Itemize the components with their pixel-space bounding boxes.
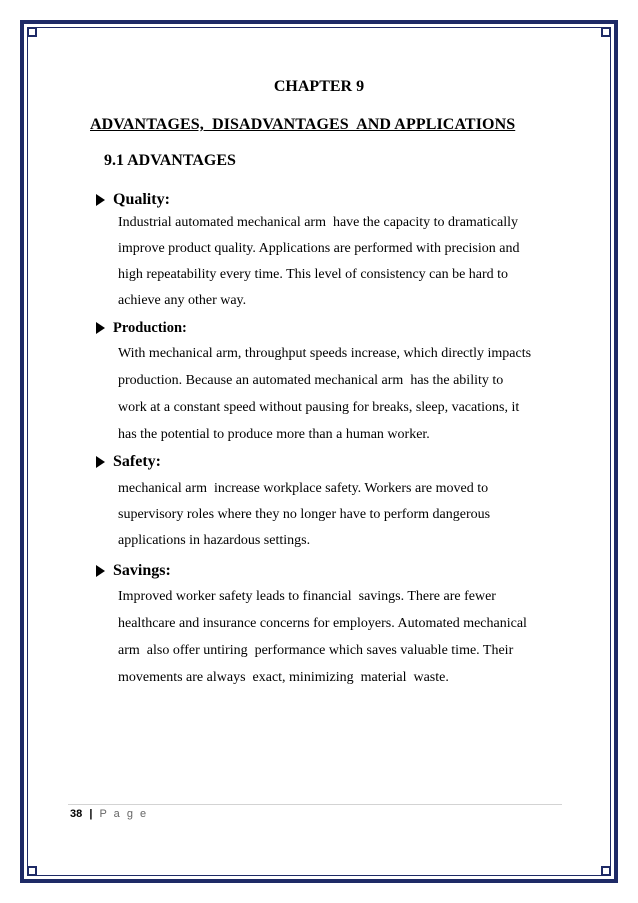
border-corner-bottom-left xyxy=(27,866,37,876)
border-corner-bottom-right xyxy=(601,866,611,876)
bullet-row xyxy=(96,561,566,581)
paragraph-line: With mechanical arm, throughput speeds increase, which directly impacts xyxy=(118,346,532,361)
page-label: P a g e xyxy=(99,808,149,820)
section-title: Quality: xyxy=(113,191,170,208)
paragraph-line: supervisory roles where they no longer have to perform dangerous xyxy=(118,507,491,522)
paragraph-line: improve product quality. Applications are performed with precision and xyxy=(118,241,520,256)
section-title: Safety: xyxy=(113,453,161,470)
advantage-production xyxy=(96,318,566,448)
page-footer xyxy=(70,808,148,820)
paragraph-line: Improved worker safety leads to financial savings. There are fewer xyxy=(118,589,496,604)
paragraph-line: Industrial automated mechanical arm have the capacity to dramatically xyxy=(118,215,518,230)
advantage-safety xyxy=(96,452,566,552)
paragraph-line: mechanical arm increase workplace safety. Workers are moved to xyxy=(118,481,489,496)
paragraph-line: arm also offer untiring performance which saves valuable time. Their xyxy=(118,643,514,658)
paragraph-line: healthcare and insurance concerns for employers. Automated mechanical xyxy=(118,616,527,631)
paragraph-line: movements are always exact, minimizing material waste. xyxy=(118,670,449,685)
bullet-row xyxy=(96,190,566,210)
arrow-bullet-icon xyxy=(96,322,105,334)
bullet-row xyxy=(96,452,566,472)
border-corner-top-left xyxy=(27,27,37,37)
arrow-bullet-icon xyxy=(96,194,105,206)
footer-divider xyxy=(68,804,562,805)
arrow-bullet-icon xyxy=(96,565,105,577)
paragraph-line: production. Because an automated mechanical arm has the ability to xyxy=(118,373,504,388)
arrow-bullet-icon xyxy=(96,456,105,468)
paragraph-line: work at a constant speed without pausing for breaks, sleep, vacations, it xyxy=(118,400,520,415)
footer-separator: | xyxy=(89,808,93,820)
section-title: Production: xyxy=(113,319,187,336)
paragraph-line: high repeatability every time. This level of consistency can be hard to xyxy=(118,267,509,282)
section-title: Savings: xyxy=(113,562,171,579)
border-corner-top-right xyxy=(601,27,611,37)
section-heading-advantages: 9.1 ADVANTAGES xyxy=(104,152,236,169)
page-number: 38 xyxy=(70,808,83,820)
paragraph-line: achieve any other way. xyxy=(118,293,247,308)
advantage-quality xyxy=(96,190,566,308)
paragraph-line: applications in hazardous settings. xyxy=(118,533,311,548)
advantage-savings xyxy=(96,561,566,691)
paragraph-line: has the potential to produce more than a human worker. xyxy=(118,427,430,442)
bullet-row xyxy=(96,318,566,338)
chapter-title: CHAPTER 9 xyxy=(273,78,365,95)
chapter-heading: ADVANTAGES, DISADVANTAGES AND APPLICATIONS xyxy=(90,116,516,133)
